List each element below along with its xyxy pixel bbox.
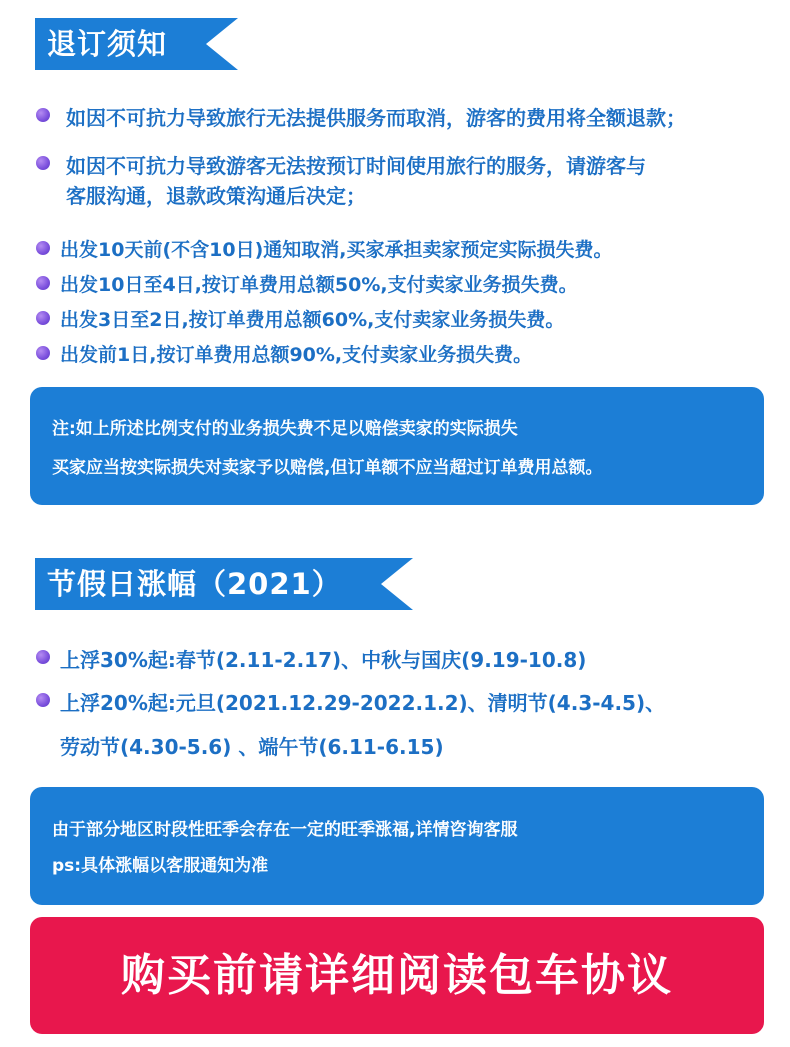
bullet-icon [36, 241, 50, 255]
read-agreement-button[interactable] [30, 917, 764, 1034]
bullet-icon [36, 346, 50, 360]
bullet-icon [36, 108, 50, 122]
list-item: 出发前1日,按订单费用总额90%,支付卖家业务损失费。 [60, 344, 533, 366]
bullet-icon [36, 311, 50, 325]
list-item: 出发10日至4日,按订单费用总额50%,支付卖家业务损失费。 [60, 274, 578, 296]
list-item: 出发3日至2日,按订单费用总额60%,支付卖家业务损失费。 [60, 309, 565, 331]
note-line: 注:如上所述比例支付的业务损失费不足以赔偿卖家的实际损失 [52, 419, 518, 439]
holiday-section-banner [35, 558, 413, 610]
note-line: 买家应当按实际损失对卖家予以赔偿,但订单额不应当超过订单费用总额。 [52, 458, 603, 478]
list-item: 如因不可抗力导致游客无法按预订时间使用旅行的服务，请游客与 [66, 154, 646, 178]
read-agreement-label: 购买前请详细阅读包车协议 [121, 950, 673, 1001]
refund-note-box [30, 387, 764, 505]
list-item: 上浮30%起:春节(2.11-2.17)、中秋与国庆(9.19-10.8) [60, 648, 587, 672]
refund-section-title: 退订须知 [47, 27, 168, 61]
bullet-icon [36, 650, 50, 664]
bullet-icon [36, 693, 50, 707]
list-item-continued: 客服沟通，退款政策沟通后决定； [66, 184, 366, 208]
list-item: 上浮20%起:元旦(2021.12.29-2022.1.2)、清明节(4.3-4.5)、 [60, 691, 666, 715]
bullet-icon [36, 276, 50, 290]
list-item: 如因不可抗力导致旅行无法提供服务而取消，游客的费用将全额退款； [66, 106, 686, 130]
holiday-note-box [30, 787, 764, 905]
list-item: 出发10天前(不含10日)通知取消,买家承担卖家预定实际损失费。 [60, 239, 613, 261]
note-line: ps:具体涨幅以客服通知为准 [52, 856, 269, 876]
bullet-icon [36, 156, 50, 170]
note-line: 由于部分地区时段性旺季会存在一定的旺季涨福,详情咨询客服 [52, 820, 518, 840]
list-item-continued: 劳动节(4.30-5.6) 、端午节(6.11-6.15) [60, 735, 444, 759]
holiday-section-title: 节假日涨幅（2021） [47, 567, 342, 601]
refund-section-banner [35, 18, 238, 70]
